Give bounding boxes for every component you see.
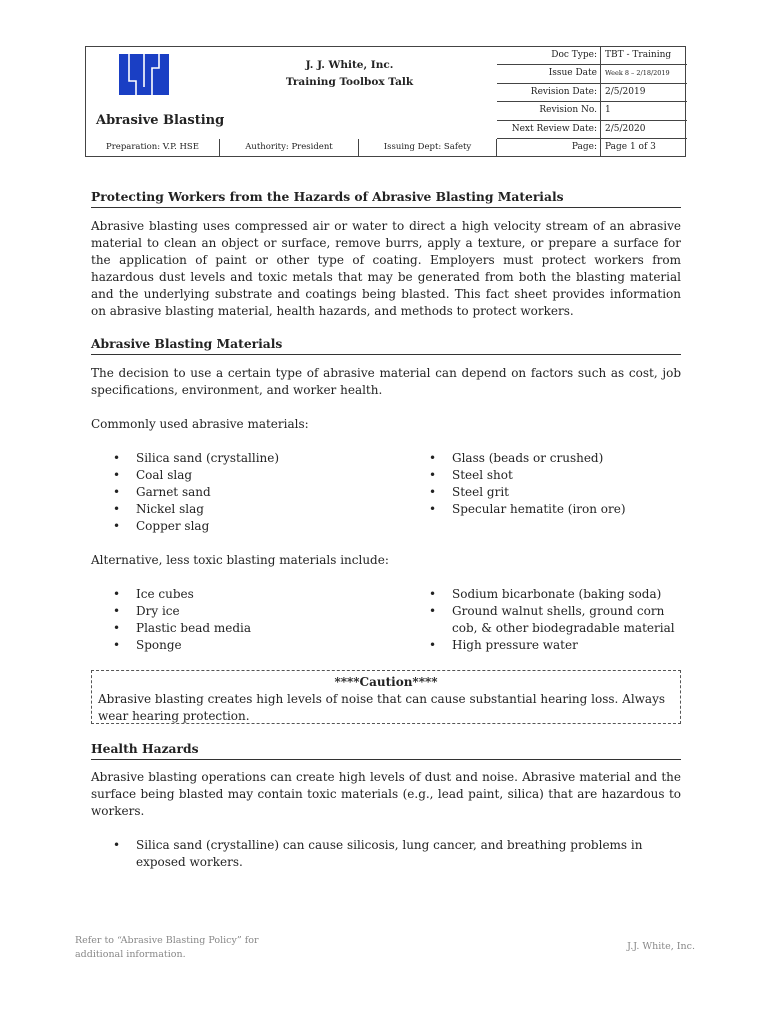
common-materials-list-right [407, 450, 687, 518]
company-name: J. J. White, Inc. [305, 59, 394, 71]
materials-intro: The decision to use a certain type of abrasive material can depend on factors such as cost, job specifications, environment, and worker health. [91, 366, 681, 397]
revision-no-label: Revision No. [497, 102, 601, 119]
page-value: Page 1 of 3 [605, 142, 656, 152]
next-review-value: 2/5/2020 [605, 123, 646, 134]
list-item: • Garnet sand [91, 484, 381, 501]
preparation: Preparation: V.P. HSE [86, 139, 220, 157]
list-item: • High pressure water [407, 637, 687, 654]
list-item: • Copper slag [91, 518, 381, 535]
authority: Authority: President [220, 139, 359, 157]
document-title: Abrasive Blasting [96, 112, 225, 128]
issue-date-row [497, 65, 687, 83]
common-materials-list-left [91, 450, 381, 535]
page-row [497, 139, 687, 157]
footer-reference [75, 934, 259, 962]
list-item: • Nickel slag [91, 501, 381, 518]
health-hazards-list [91, 837, 681, 871]
revision-date-row [497, 84, 687, 102]
doc-type-row [497, 47, 687, 65]
list-item: • Sponge [91, 637, 381, 654]
revision-date-label: Revision Date: [497, 84, 601, 101]
revision-date-value: 2/5/2019 [605, 86, 646, 97]
doc-type-label: Doc Type: [497, 47, 601, 64]
caution-title: ****Caution**** [334, 675, 438, 689]
health-paragraph: Abrasive blasting operations can create high levels of dust and noise. Abrasive material and the surface being blasted may contain toxic materials (e.g., lead paint, silica) that are hazardous to workers. [91, 770, 681, 818]
list-item: • Coal slag [91, 467, 381, 484]
page-label: Page: [497, 139, 601, 157]
doc-type-value: TBT - Training [605, 50, 672, 60]
logo-cell [86, 47, 202, 101]
list-item: • Plastic bead media [91, 620, 381, 637]
alternative-materials-list-left [91, 586, 381, 654]
revision-no-row [497, 102, 687, 120]
alternative-materials-list-right [407, 586, 687, 654]
next-review-row [497, 121, 687, 139]
footer-reference-line1: Refer to “Abrasive Blasting Policy” for [75, 935, 259, 946]
list-item: • Ground walnut shells, ground corn cob, & other biodegradable material [407, 603, 687, 637]
footer-company: J.J. White, Inc. [627, 941, 695, 952]
issuing-dept: Issuing Dept: Safety [359, 139, 497, 157]
company-logo [86, 47, 202, 101]
section-heading-protecting: Protecting Workers from the Hazards of Abrasive Blasting Materials [91, 189, 681, 208]
intro-paragraph: Abrasive blasting uses compressed air or water to direct a high velocity stream of an abrasive material to clean an object or surface, remove burrs, apply a texture, or prepare a surface for the application of paint or other type of coating. Employers must protect workers from hazardous dust levels and toxic metals that may be generated from both the blasting material and the underlying substrate and coatings being blasted. This fact sheet provides information on abrasive blasting material, health hazards, and methods to protect workers. [91, 219, 681, 318]
list-item: • Ice cubes [91, 586, 381, 603]
revision-no-value: 1 [605, 105, 611, 116]
list-item: • Sodium bicarbonate (baking soda) [407, 586, 687, 603]
alternative-materials-label: Alternative, less toxic blasting materials include: [91, 553, 389, 567]
list-item: • Dry ice [91, 603, 381, 620]
list-item: • Steel grit [407, 484, 687, 501]
caution-text: Abrasive blasting creates high levels of noise that can cause substantial hearing loss. Always wear hearing protection. [98, 692, 666, 723]
issue-date-label: Issue Date [497, 65, 601, 82]
list-item: • Steel shot [407, 467, 687, 484]
list-item: • Silica sand (crystalline) [91, 450, 381, 467]
common-materials-label: Commonly used abrasive materials: [91, 417, 309, 431]
company-cell [202, 47, 497, 101]
issue-date-value: Week 8 – 2/18/2019 [605, 69, 670, 78]
list-item: • Glass (beads or crushed) [407, 450, 687, 467]
section-heading-materials: Abrasive Blasting Materials [91, 336, 681, 355]
list-item: • Specular hematite (iron ore) [407, 501, 687, 518]
section-heading-health: Health Hazards [91, 741, 681, 760]
header-subtitle: Training Toolbox Talk [285, 76, 414, 88]
caution-box [91, 670, 681, 724]
next-review-label: Next Review Date: [497, 121, 601, 138]
document-header [85, 46, 686, 157]
list-item: • Silica sand (crystalline) can cause silicosis, lung cancer, and breathing problems in exposed workers. [91, 837, 681, 871]
footer-reference-line2: additional information. [75, 949, 186, 960]
